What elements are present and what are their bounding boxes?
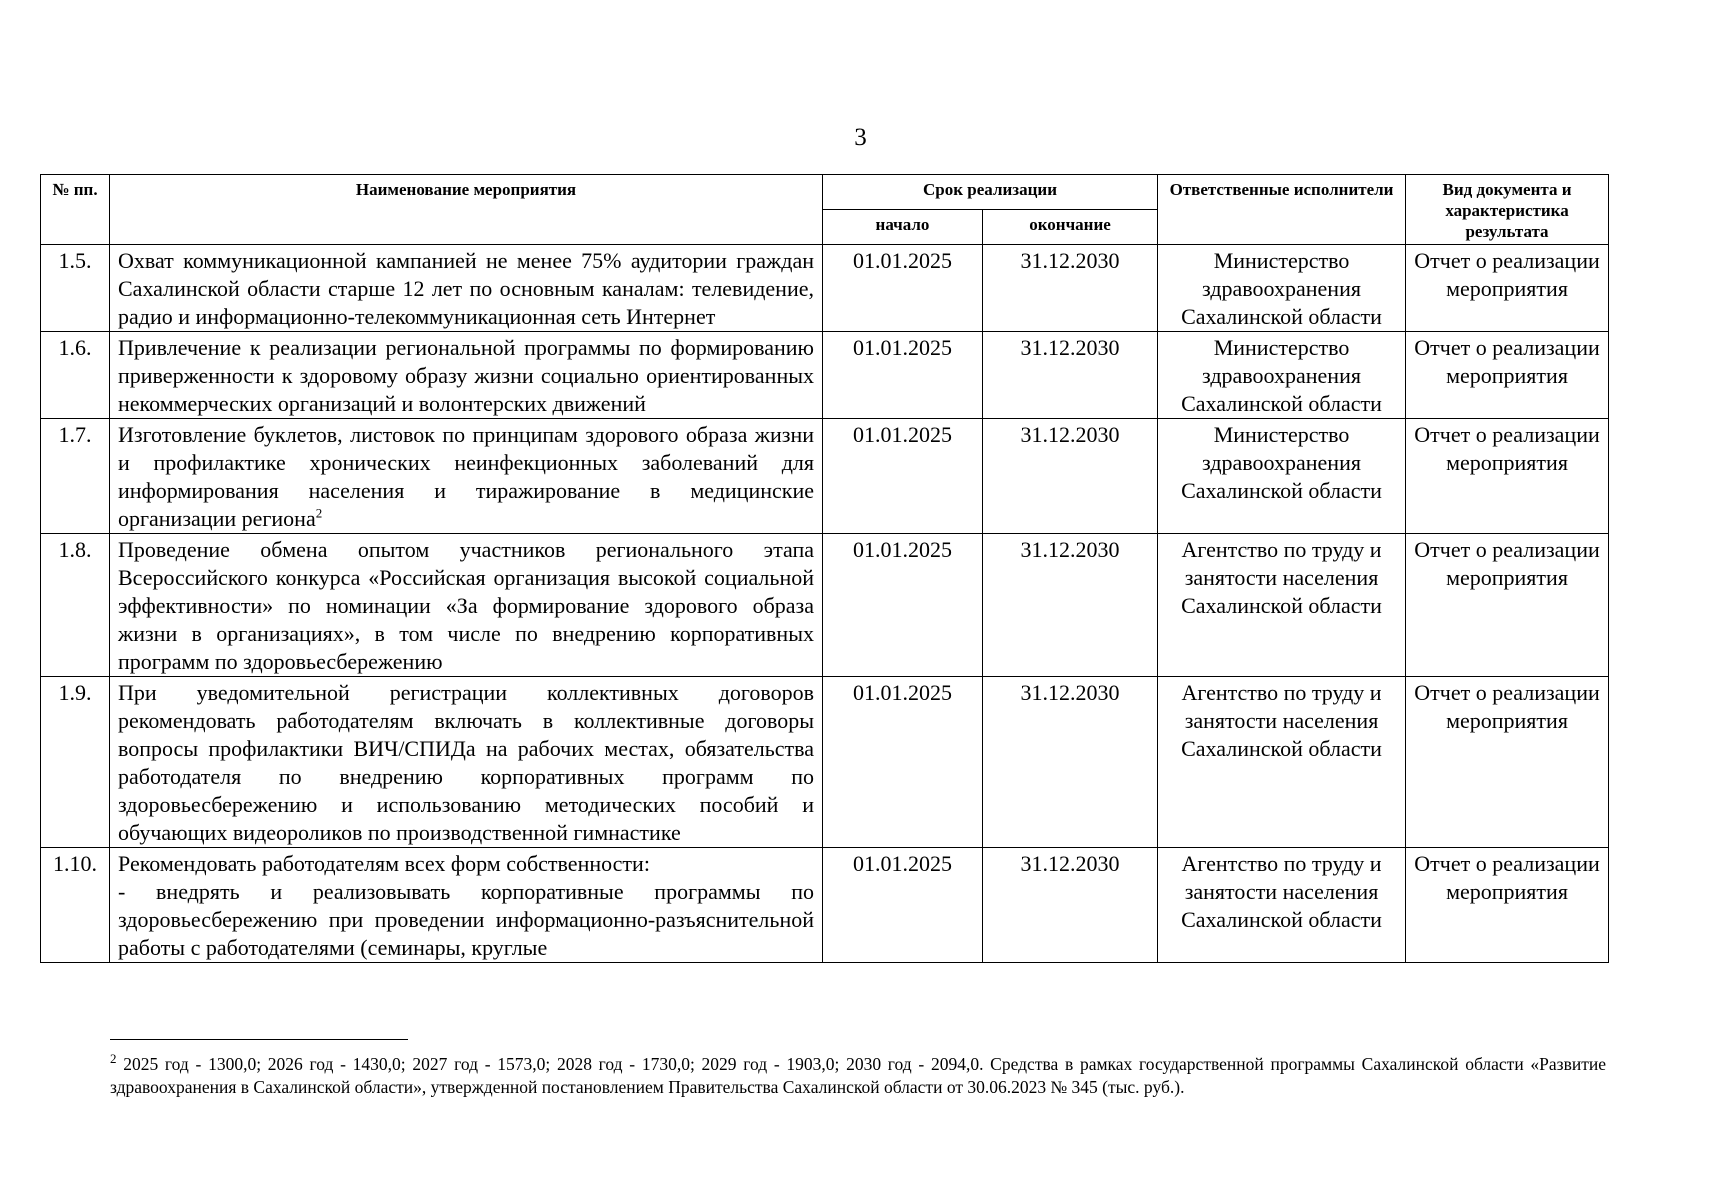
start-date: 01.01.2025 bbox=[823, 332, 983, 419]
result-document: Отчет о реализации мероприятия bbox=[1406, 245, 1609, 332]
responsible-executor: Агентство по труду и занятости населения Сахалинской области bbox=[1158, 848, 1406, 963]
activity-name: При уведомительной регистрации коллективных договоров рекомендовать работодателям включать в коллективные договоры вопросы профилактики ВИЧ/СПИДа на рабочих местах, обязательства работодателя по внедрению корпоративных программ по здоровьесбережению и использованию методических пособий и обучающих видеороликов по производственной гимнастике bbox=[110, 677, 823, 848]
result-document: Отчет о реализации мероприятия bbox=[1406, 332, 1609, 419]
header-end: окончание bbox=[983, 210, 1158, 245]
row-number: 1.5. bbox=[41, 245, 110, 332]
row-number: 1.9. bbox=[41, 677, 110, 848]
end-date: 31.12.2030 bbox=[983, 534, 1158, 677]
row-number: 1.10. bbox=[41, 848, 110, 963]
table-row bbox=[41, 534, 1609, 677]
table-row bbox=[41, 245, 1609, 332]
activity-name: Привлечение к реализации региональной программы по формированию приверженности к здоровому образу жизни социально ориентированных некоммерческих организаций и волонтерских движений bbox=[110, 332, 823, 419]
footnote-text: 2025 год - 1300,0; 2026 год - 1430,0; 2027 год - 1573,0; 2028 год - 1730,0; 2029 год - 1903,0; 2030 год - 2094,0. Средства в рамках государственной программы Сахалинской области «Развитие здравоохранения в Сахалинской области», утвержденной постановлением Правительства Сахалинской области от 30.06.2023 № 345 (тыс. руб.). bbox=[110, 1054, 1606, 1097]
responsible-executor: Агентство по труду и занятости населения Сахалинской области bbox=[1158, 677, 1406, 848]
activity-name bbox=[110, 419, 823, 534]
row-number: 1.6. bbox=[41, 332, 110, 419]
responsible-executor: Министерство здравоохранения Сахалинской области bbox=[1158, 419, 1406, 534]
header-period: Срок реализации bbox=[823, 175, 1158, 210]
table-row bbox=[41, 419, 1609, 534]
header-responsible: Ответственные исполнители bbox=[1158, 175, 1406, 245]
result-document: Отчет о реализации мероприятия bbox=[1406, 419, 1609, 534]
page-number: 3 bbox=[854, 124, 867, 151]
footnote-separator bbox=[110, 1039, 408, 1040]
header-name: Наименование мероприятия bbox=[110, 175, 823, 245]
row-number: 1.8. bbox=[41, 534, 110, 677]
activity-name: Охват коммуникационной кампанией не менее 75% аудитории граждан Сахалинской области старше 12 лет по основным каналам: телевидение, радио и информационно-телекоммуникационная сеть Интернет bbox=[110, 245, 823, 332]
table-header bbox=[41, 175, 1609, 245]
responsible-executor: Министерство здравоохранения Сахалинской области bbox=[1158, 245, 1406, 332]
end-date: 31.12.2030 bbox=[983, 419, 1158, 534]
result-document: Отчет о реализации мероприятия bbox=[1406, 848, 1609, 963]
activity-name bbox=[110, 848, 823, 963]
table-row bbox=[41, 677, 1609, 848]
row-number: 1.7. bbox=[41, 419, 110, 534]
activity-name-line: - внедрять и реализовывать корпоративные программы по здоровьесбережению при проведении информационно-разъяснительной работы с работодателями (семинары, круглые bbox=[118, 879, 814, 960]
activity-name: Проведение обмена опытом участников регионального этапа Всероссийского конкурса «Российская организация высокой социальной эффективности» по номинации «За формирование здорового образа жизни в организациях», в том числе по внедрению корпоративных программ по здоровьесбережению bbox=[110, 534, 823, 677]
table-row bbox=[41, 848, 1609, 963]
table-row bbox=[41, 332, 1609, 419]
result-document: Отчет о реализации мероприятия bbox=[1406, 677, 1609, 848]
activities-table bbox=[40, 174, 1609, 963]
header-result: Вид документа и характеристика результата bbox=[1406, 175, 1609, 245]
header-start: начало bbox=[823, 210, 983, 245]
footnote bbox=[110, 1053, 1606, 1099]
result-document: Отчет о реализации мероприятия bbox=[1406, 534, 1609, 677]
start-date: 01.01.2025 bbox=[823, 419, 983, 534]
activity-name-text: Изготовление буклетов, листовок по принципам здорового образа жизни и профилактике хронических неинфекционных заболеваний для информирования населения и тиражирование в медицинские организации региона bbox=[118, 422, 814, 531]
start-date: 01.01.2025 bbox=[823, 848, 983, 963]
activity-name-line: Рекомендовать работодателям всех форм собственности: bbox=[118, 851, 650, 876]
header-num: № пп. bbox=[41, 175, 110, 245]
responsible-executor: Министерство здравоохранения Сахалинской области bbox=[1158, 332, 1406, 419]
responsible-executor: Агентство по труду и занятости населения Сахалинской области bbox=[1158, 534, 1406, 677]
start-date: 01.01.2025 bbox=[823, 534, 983, 677]
end-date: 31.12.2030 bbox=[983, 332, 1158, 419]
footnote-mark: 2 bbox=[110, 1051, 117, 1067]
start-date: 01.01.2025 bbox=[823, 677, 983, 848]
footnote-ref: 2 bbox=[315, 505, 323, 521]
start-date: 01.01.2025 bbox=[823, 245, 983, 332]
end-date: 31.12.2030 bbox=[983, 677, 1158, 848]
end-date: 31.12.2030 bbox=[983, 245, 1158, 332]
end-date: 31.12.2030 bbox=[983, 848, 1158, 963]
